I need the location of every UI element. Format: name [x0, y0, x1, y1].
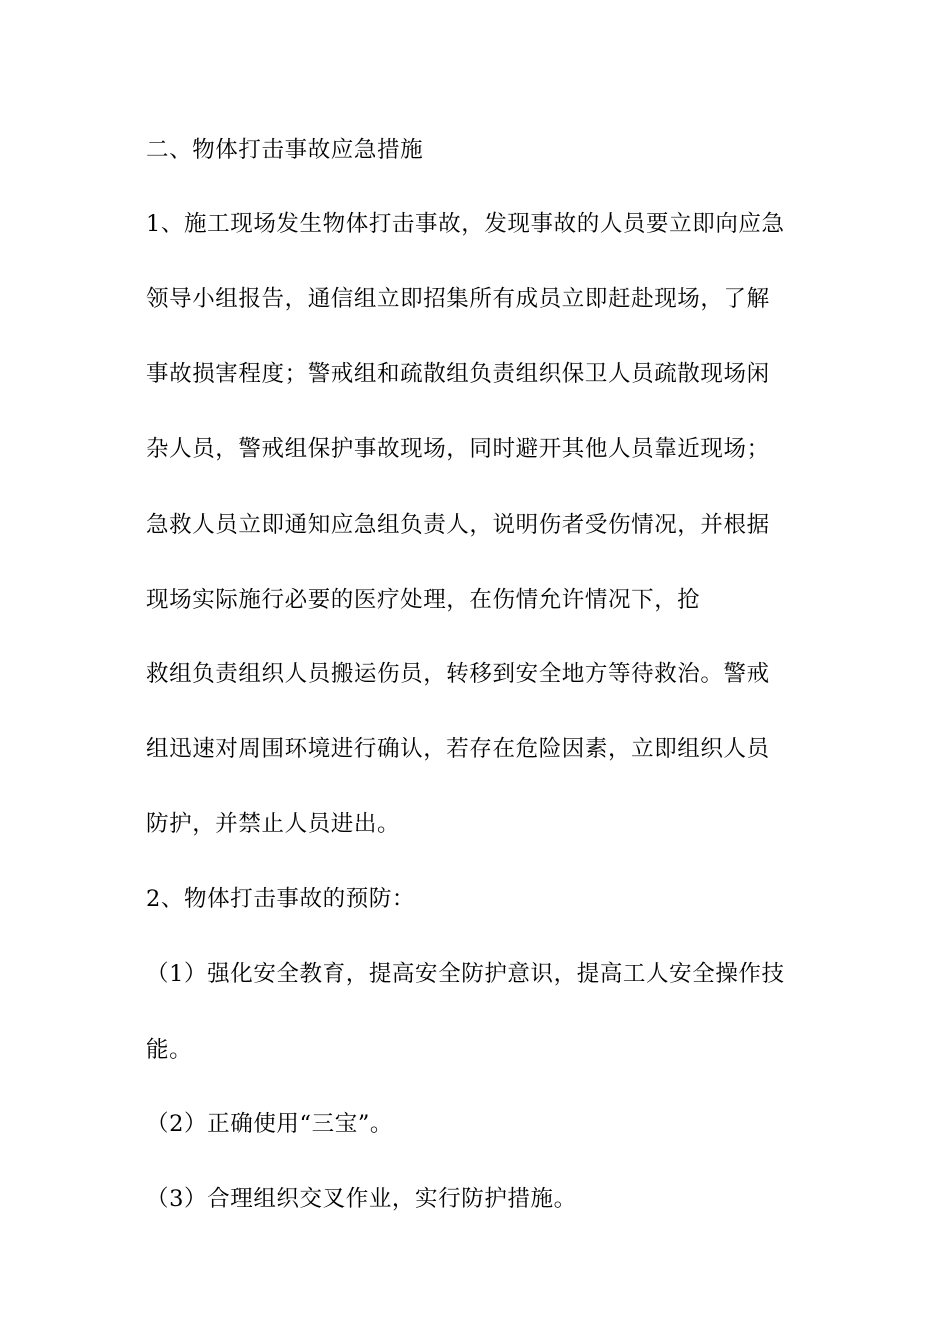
- paragraph-line: 防护，并禁止人员进出。: [146, 811, 401, 837]
- subheading: 2、物体打击事故的预防：: [146, 886, 416, 912]
- paragraph-line: 杂人员，警戒组保护事故现场，同时避开其他人员靠近现场；: [146, 436, 770, 462]
- paragraph-line: 事故损害程度；警戒组和疏散组负责组织保卫人员疏散现场闲: [146, 361, 770, 387]
- list-item: （1）强化安全教育，提高安全防护意识，提高工人安全操作技: [146, 961, 785, 987]
- section-heading: 二、物体打击事故应急措施: [146, 137, 424, 163]
- paragraph-line: 急救人员立即通知应急组负责人，说明伤者受伤情况，并根据: [146, 512, 770, 538]
- paragraph-line: 组迅速对周围环境进行确认，若存在危险因素，立即组织人员: [146, 736, 770, 762]
- paragraph-line: 领导小组报告，通信组立即招集所有成员立即赶赴现场，了解: [146, 286, 770, 312]
- paragraph-line: 现场实际施行必要的医疗处理，在伤情允许情况下，抢: [146, 587, 701, 613]
- list-item-continuation: 能。: [146, 1037, 193, 1063]
- paragraph-line: 救组负责组织人员搬运伤员，转移到安全地方等待救治。警戒: [146, 661, 770, 687]
- paragraph-line: 1、施工现场发生物体打击事故，发现事故的人员要立即向应急: [146, 211, 785, 237]
- list-item: （3）合理组织交叉作业，实行防护措施。: [146, 1186, 577, 1212]
- list-item: （2）正确使用“三宝”。: [146, 1111, 394, 1137]
